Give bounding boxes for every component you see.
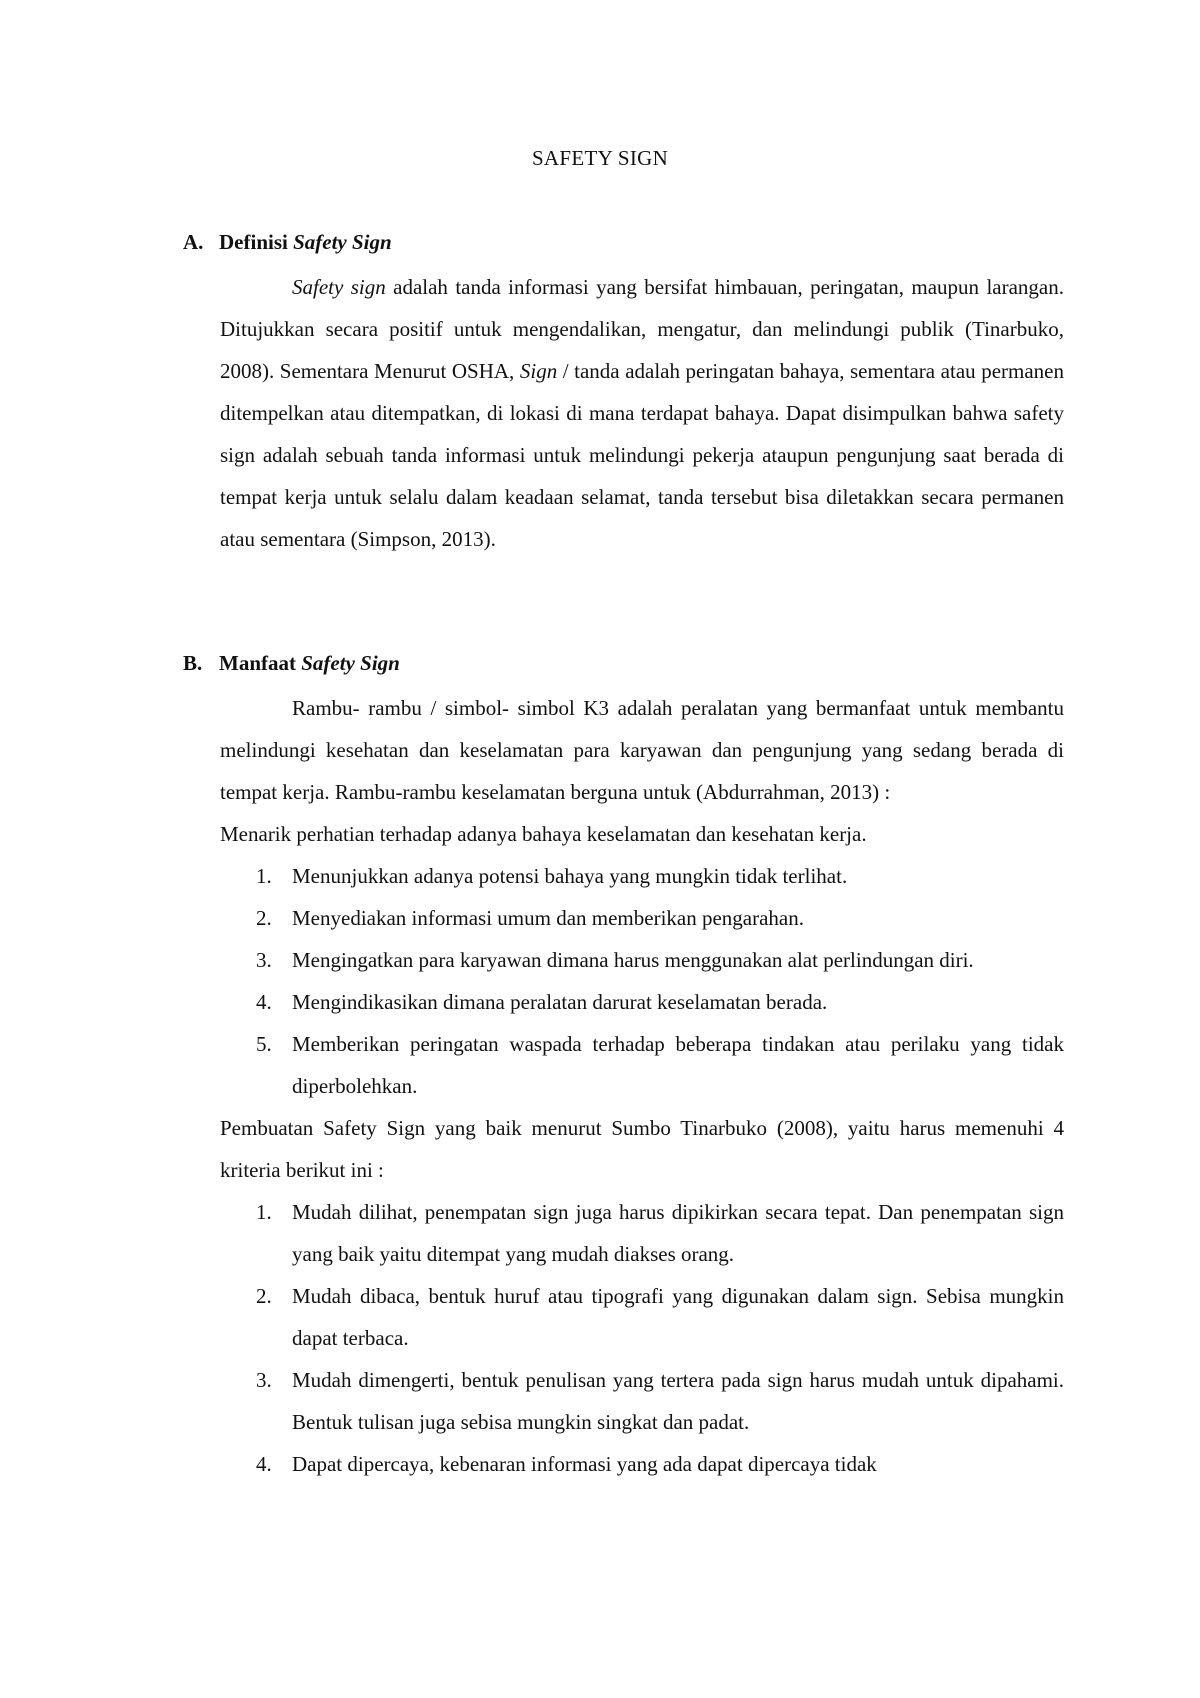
criteria-intro: Pembuatan Safety Sign yang baik menurut Sumbo Tinarbuko (2008), yaitu harus memenuhi 4 kriteria berikut ini : — [220, 1116, 1064, 1182]
list-text: Dapat dipercaya, kebenaran informasi yang ada dapat dipercaya tidak — [292, 1452, 877, 1476]
list-text: Mudah dimengerti, bentuk penulisan yang tertera pada sign harus mudah untuk dipahami. Bentuk tulisan juga sebisa mungkin singkat dan padat. — [292, 1368, 1064, 1434]
list-number: 4. — [256, 1452, 272, 1476]
page-title: SAFETY SIGN — [531, 146, 669, 170]
list-number: 4. — [256, 990, 272, 1014]
list-text: Mudah dilihat, penempatan sign juga harus dipikirkan secara tepat. Dan penempatan sign yang baik yaitu ditempat yang mudah diakses orang. — [292, 1200, 1064, 1266]
list-item — [220, 981, 1064, 1023]
list-item — [220, 1359, 1064, 1443]
list-number: 2. — [256, 906, 272, 930]
section-b-heading-italic: Safety Sign — [301, 651, 400, 675]
criteria-list — [220, 1191, 1064, 1485]
list-item — [220, 939, 1064, 981]
section-b-lead: Menarik perhatian terhadap adanya bahaya keselamatan dan kesehatan kerja. — [220, 822, 867, 846]
list-text: Mengingatkan para karyawan dimana harus menggunakan alat perlindungan diri. — [292, 948, 974, 972]
list-text: Mudah dibaca, bentuk huruf atau tipografi yang digunakan dalam sign. Sebisa mungkin dapat terbaca. — [292, 1284, 1064, 1350]
list-number: 3. — [256, 948, 272, 972]
list-number: 5. — [256, 1032, 272, 1056]
section-a-paragraph — [220, 266, 1064, 560]
list-item — [220, 1275, 1064, 1359]
list-item — [220, 1023, 1064, 1107]
list-number: 3. — [256, 1368, 272, 1392]
section-a-heading — [183, 230, 392, 255]
list-text: Menyediakan informasi umum dan memberikan pengarahan. — [292, 906, 804, 930]
section-b-heading — [183, 651, 400, 676]
section-b-body — [220, 687, 1064, 1485]
list-text: Mengindikasikan dimana peralatan darurat keselamatan berada. — [292, 990, 828, 1014]
section-a-text-2: / tanda adalah peringatan bahaya, sementara atau permanen ditempelkan atau ditempatkan, di lokasi di mana terdapat bahaya. Dapat disimpulkan bahwa safety sign adalah sebuah tanda informasi untuk melindungi pekerja ataupun pengunjung saat berada di tempat kerja untuk selalu dalam keadaan selamat, tanda tersebut bisa diletakkan secara permanen atau sementara (Simpson, 2013). — [220, 359, 1064, 551]
list-number: 2. — [256, 1284, 272, 1308]
section-b-intro: Rambu- rambu / simbol- simbol K3 adalah peralatan yang bermanfaat untuk membantu melindungi kesehatan dan keselamatan para karyawan dan pengunjung yang sedang berada di tempat kerja. Rambu-rambu keselamatan berguna untuk (Abdurrahman, 2013) : — [220, 696, 1064, 804]
section-a-term-2: Sign — [519, 359, 558, 383]
list-number: 1. — [256, 864, 272, 888]
benefits-list — [220, 855, 1064, 1107]
section-a-term: Safety sign — [292, 275, 386, 299]
section-a-heading-plain: Definisi — [219, 230, 288, 254]
list-item — [220, 1191, 1064, 1275]
list-number: 1. — [256, 1200, 272, 1224]
list-text: Memberikan peringatan waspada terhadap beberapa tindakan atau perilaku yang tidak diperbolehkan. — [292, 1032, 1064, 1098]
section-b-heading-plain: Manfaat — [219, 651, 296, 675]
list-item — [220, 855, 1064, 897]
list-item — [220, 1443, 1064, 1485]
list-text: Menunjukkan adanya potensi bahaya yang mungkin tidak terlihat. — [292, 864, 848, 888]
section-a-letter: A. — [183, 230, 204, 254]
section-a-body — [220, 266, 1064, 560]
section-a-text-1: adalah tanda informasi yang bersifat himbauan, peringatan, maupun larangan. Ditujukkan secara positif untuk mengendalikan, mengatur, dan melindungi publik (Tinarbuko, 2008). Sementara Menurut OSHA, — [220, 275, 1064, 383]
list-item — [220, 897, 1064, 939]
section-a-heading-italic: Safety Sign — [293, 230, 392, 254]
section-b-letter: B. — [183, 651, 203, 675]
